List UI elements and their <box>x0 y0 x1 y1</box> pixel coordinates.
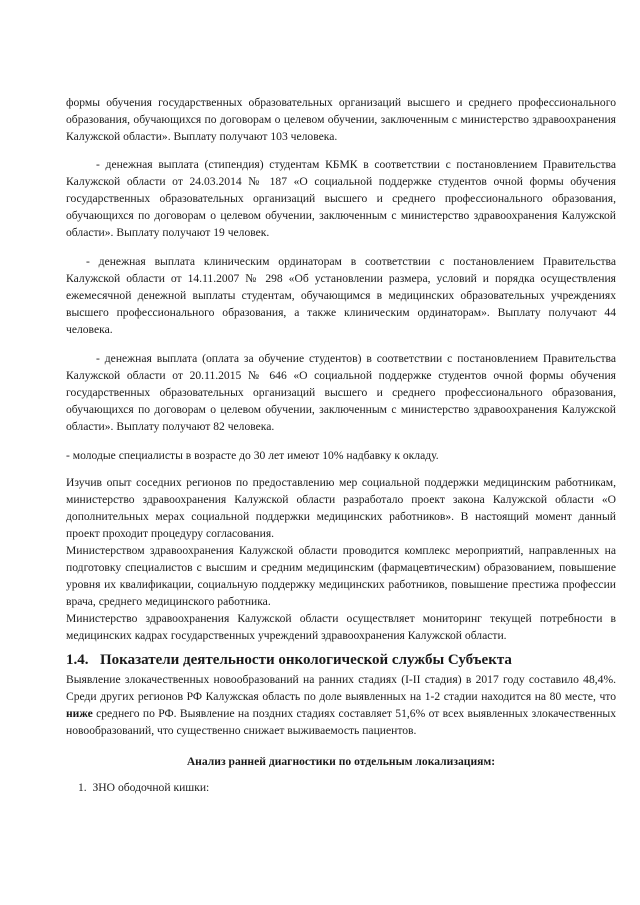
list-item <box>78 779 618 796</box>
paragraph-text: Министерство здравоохранения Калужской области осуществляет мониторинг текущей потребности в медицинских кадрах государственных учреждений здравоохранения Калужской области. <box>66 612 616 642</box>
section-text-part: среднего по РФ. Выявление на поздних стадиях составляет 51,6% от всех выявленных злокачественных новообразований, что существенно снижает выживаемость пациентов. <box>66 707 616 737</box>
section-body <box>66 671 616 739</box>
paragraph-tuition-payment <box>66 350 616 435</box>
section-title: Показатели деятельности онкологической службы Субъекта <box>100 652 512 668</box>
subheading: Анализ ранней диагностики по отдельным локализациям: <box>186 755 496 768</box>
paragraph-text: - денежная выплата (оплата за обучение студентов) в соответствии с постановлением Правительства Калужской области от 20.11.2015 № 646 «О социальной поддержке студентов очной формы обучения государственных образовательных организаций высшего и среднего профессионального образования, обучающихся по договорам о целевом обучении, заключенным с министерство здравоохранения Калужской области». Выплату получают 82 человека. <box>66 352 616 433</box>
paragraph-kbmk-stipend <box>66 156 616 241</box>
paragraph-continuation <box>66 94 616 145</box>
section-text-part: Выявление злокачественных новообразований на ранних стадиях (I-II стадия) в 2017 году составило 48,4%. Среди других регионов РФ Калужская область по доле выявленных на 1-2 стадии находится на 80 месте, что <box>66 673 616 703</box>
section-text-bold: ниже <box>66 707 93 720</box>
section-heading <box>66 651 616 669</box>
paragraph-text: Министерством здравоохранения Калужской области проводится комплекс мероприятий, направленных на подготовку специалистов с высшим и средним медицинским (фармацевтическим) образованием, повышение уровня их квалификации, социальную поддержку медицинских работников, повышение престижа профессии врача, среднего медицинского работника. <box>66 544 616 608</box>
section-number: 1.4. <box>66 652 89 668</box>
paragraph-text: - денежная выплата клиническим ординаторам в соответствии с постановлением Правительства Калужской области от 14.11.2007 № 298 «Об установлении размера, условий и порядка осуществления ежемесячной денежной выплаты студентам, обучающимся в медицинских образовательных учреждениях высшего профессионального образования, а также клиническим ординаторам». Выплату получают 44 человека. <box>66 255 616 336</box>
paragraph-text: - молодые специалисты в возрасте до 30 лет имеют 10% надбавку к окладу. <box>66 449 439 462</box>
paragraph-regional-experience <box>66 474 616 644</box>
paragraph-clinical-residents <box>66 253 616 338</box>
list-item-text: ЗНО ободочной кишки: <box>92 781 210 794</box>
paragraph-text: формы обучения государственных образовательных организаций высшего и среднего профессионального образования, обучающихся по договорам о целевом обучении, заключенным с министерство здравоохранения Калужской области». Выплату получают 103 человека. <box>66 96 616 143</box>
paragraph-text: Изучив опыт соседних регионов по предоставлению мер социальной поддержки медицинским работникам, министерство здравоохранения Калужской области разработало проект закона Калужской области «О дополнительных мерах социальной поддержки медицинских работников». В настоящий момент данный проект проходит процедуру согласования. <box>66 476 616 540</box>
section-paragraph <box>66 671 616 739</box>
paragraph-text: - денежная выплата (стипендия) студентам КБМК в соответствии с постановлением Правительства Калужской области от 24.03.2014 № 187 «О социальной поддержке студентов очной формы обучения государственных образовательных организаций высшего и среднего профессионального образования, обучающихся по договорам о целевом обучении, заключенным с министерство здравоохранения Калужской области». Выплату получают 19 человек. <box>66 158 616 239</box>
list-marker: 1. <box>78 781 87 794</box>
paragraph-young-specialists <box>66 447 616 464</box>
